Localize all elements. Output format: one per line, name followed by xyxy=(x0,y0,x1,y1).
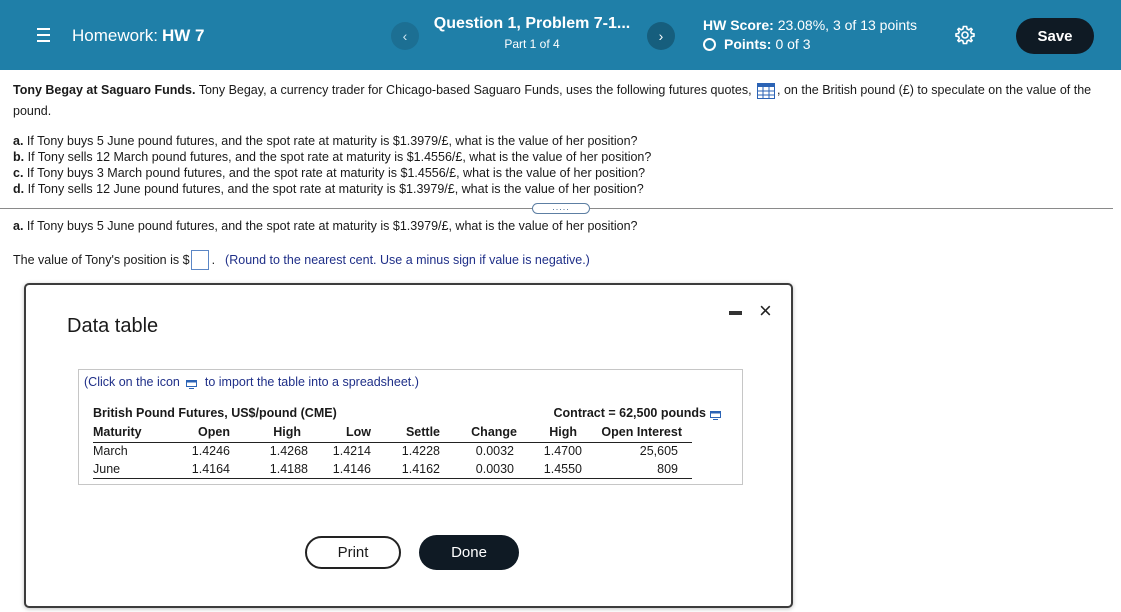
data-table-modal xyxy=(24,283,793,608)
points xyxy=(703,36,810,52)
column-header: Settle xyxy=(380,423,448,442)
current-question-text: If Tony buys 5 June pound futures, and the spot rate at maturity is $1.3979/£, what is the value of her position? xyxy=(26,219,638,233)
intro-text: Tony Begay, a currency trader for Chicago-based Saguaro Funds, uses the following futures quotes, xyxy=(198,83,752,97)
question-letter: d. xyxy=(13,182,25,196)
question-text: If Tony sells 12 June pound futures, and the spot rate at maturity is $1.3979/£, what is the value of her position? xyxy=(27,182,644,196)
import-note-after: to import the table into a spreadsheet.) xyxy=(204,375,419,389)
print-button[interactable]: Print xyxy=(305,536,401,569)
table-cell: 1.4164 xyxy=(158,460,238,478)
contract-size: Contract = 62,500 pounds xyxy=(553,406,706,420)
company-name: Tony Begay at Saguaro Funds. xyxy=(13,83,196,97)
column-header: Open xyxy=(158,423,238,442)
column-header: Change xyxy=(448,423,522,442)
answer-prefix: The value of Tony's position is $ xyxy=(13,253,190,267)
next-question-button[interactable] xyxy=(647,22,675,50)
question-text: If Tony sells 12 March pound futures, and the spot rate at maturity is $1.4556/£, what is the value of her position? xyxy=(27,150,652,164)
minimize-icon[interactable] xyxy=(729,311,742,315)
table-cell: 25,605 xyxy=(639,444,678,459)
table-cell: 1.4228 xyxy=(401,444,440,459)
table-cell: March xyxy=(93,444,128,459)
futures-table xyxy=(93,423,692,479)
import-note xyxy=(84,375,419,389)
table-title: British Pound Futures, US$/pound (CME) xyxy=(93,406,337,420)
table-header-row xyxy=(93,423,692,442)
import-spreadsheet-icon[interactable] xyxy=(710,409,721,418)
homework-prefix: Homework: xyxy=(72,26,158,45)
answer-row xyxy=(13,250,590,270)
table-cell: 1.4246 xyxy=(191,444,230,459)
column-header: High xyxy=(522,423,586,442)
column-header: Low xyxy=(308,423,380,442)
contract-info xyxy=(554,406,721,420)
import-note-before: (Click on the icon xyxy=(84,375,180,389)
previous-question-button[interactable] xyxy=(391,22,419,50)
expand-pill-button[interactable]: ..... xyxy=(532,203,590,214)
data-table-grid-icon[interactable] xyxy=(757,83,775,99)
save-button[interactable]: Save xyxy=(1016,18,1094,54)
column-header: High xyxy=(238,423,308,442)
answer-hint: (Round to the nearest cent. Use a minus sign if value is negative.) xyxy=(225,253,590,267)
points-label: Points: xyxy=(724,36,772,52)
question-text: If Tony buys 5 June pound futures, and the spot rate at maturity is $1.3979/£, what is the value of her position? xyxy=(26,134,638,148)
table-cell: 0.0032 xyxy=(475,444,514,459)
menu-icon[interactable] xyxy=(30,20,56,50)
table-row xyxy=(93,442,692,460)
question-text: If Tony buys 3 March pound futures, and the spot rate at maturity is $1.4556/£, what is the value of her position? xyxy=(26,166,646,180)
modal-title: Data table xyxy=(67,315,159,337)
question-part: Part 1 of 4 xyxy=(504,37,560,51)
table-cell: 1.4146 xyxy=(308,460,380,478)
table-cell: 1.4214 xyxy=(332,444,371,459)
import-spreadsheet-icon[interactable] xyxy=(186,378,197,387)
homework-name: HW 7 xyxy=(161,26,205,45)
points-status-icon xyxy=(703,38,716,51)
question-letter: b. xyxy=(13,150,25,164)
hw-score-label: HW Score: xyxy=(703,17,774,33)
table-cell: 1.4550 xyxy=(522,460,586,478)
question-letter: c. xyxy=(13,166,24,180)
problem-intro xyxy=(13,80,1113,122)
settings-gear-icon[interactable] xyxy=(954,24,976,46)
question-item xyxy=(13,133,651,149)
question-letter: a. xyxy=(13,134,24,148)
column-header: Open Interest xyxy=(586,423,692,442)
table-cell: 1.4162 xyxy=(380,460,448,478)
answer-input[interactable] xyxy=(191,250,209,270)
table-cell: June xyxy=(93,460,158,478)
question-list xyxy=(13,133,651,197)
top-bar xyxy=(0,0,1121,70)
homework-title xyxy=(72,26,204,46)
data-table-box xyxy=(78,369,743,485)
table-cell: 1.4188 xyxy=(238,460,308,478)
table-row xyxy=(93,460,692,478)
points-value: 0 of 3 xyxy=(775,36,811,52)
table-cell: 0.0030 xyxy=(448,460,522,478)
question-item xyxy=(13,165,651,181)
chevron-left-icon: ‹ xyxy=(402,28,408,44)
hw-score xyxy=(703,17,917,33)
close-icon[interactable]: × xyxy=(759,298,772,323)
table-cell: 1.4268 xyxy=(269,444,308,459)
column-header: Maturity xyxy=(93,423,158,442)
question-item xyxy=(13,149,651,165)
question-item xyxy=(13,181,651,197)
intro-text-end: , on the British pound (£) to speculate on the value of the pound. xyxy=(13,83,1092,118)
table-cell: 1.4700 xyxy=(543,444,582,459)
answer-suffix: . xyxy=(211,253,216,267)
current-question xyxy=(13,219,638,233)
table-cell: 809 xyxy=(586,460,692,478)
chevron-right-icon: › xyxy=(658,28,664,44)
done-button[interactable]: Done xyxy=(419,535,519,570)
question-title: Question 1, Problem 7-1... xyxy=(433,15,631,32)
current-question-letter: a. xyxy=(13,219,24,233)
hw-score-value: 23.08%, 3 of 13 points xyxy=(777,17,918,33)
